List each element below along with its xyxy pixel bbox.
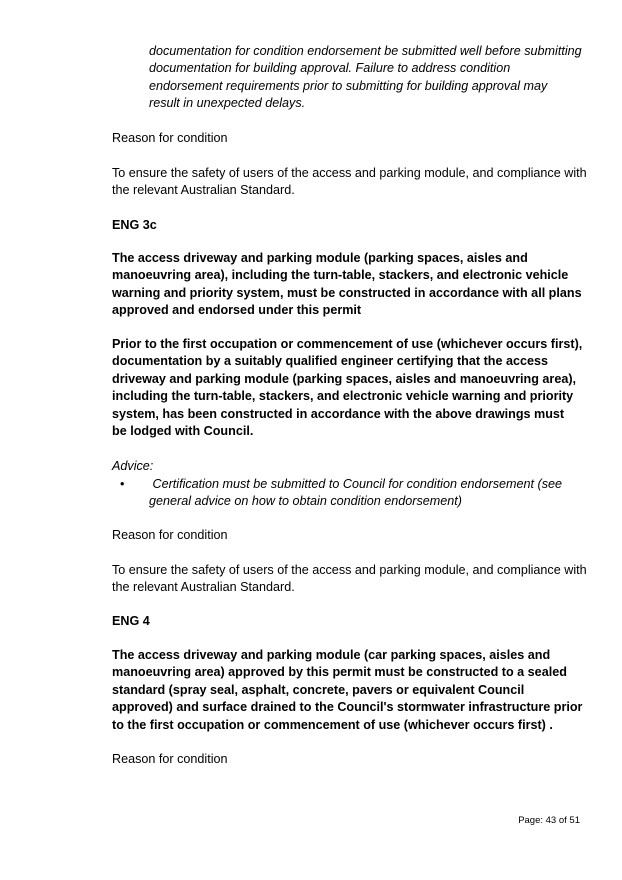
text-line: result in unexpected delays. xyxy=(149,96,306,111)
text-line: the relevant Australian Standard. xyxy=(112,580,295,595)
text-line: be lodged with Council. xyxy=(112,424,254,439)
advice-item-text xyxy=(149,476,569,511)
text-line: warning and priority system, must be constructed in accordance with all plans xyxy=(112,285,582,300)
text-line: approved) and surface drained to the Council's stormwater infrastructure prior xyxy=(112,700,583,715)
text-line: manoeuvring area) approved by this permit must be constructed to a sealed xyxy=(112,665,567,680)
bullet-icon: • xyxy=(120,477,125,491)
text-line: standard (spray seal, asphalt, concrete, pavers or equivalent Council xyxy=(112,682,525,697)
eng4-paragraph xyxy=(112,647,587,734)
page-number: Page: 43 of 51 xyxy=(518,815,580,826)
text-line: Prior to the first occupation or commencement of use (whichever occurs first), xyxy=(112,337,583,351)
text-line: Certification must be submitted to Council for condition endorsement (see xyxy=(149,477,562,491)
reason-heading: Reason for condition xyxy=(112,752,228,766)
text-line: driveway and parking module (parking spaces, aisles and manoeuvring area), xyxy=(112,371,577,386)
text-line: documentation by a suitably qualified engineer certifying that the access xyxy=(112,354,548,369)
advice-continuation xyxy=(149,43,589,113)
reason-heading: Reason for condition xyxy=(112,528,228,542)
reason-heading: Reason for condition xyxy=(112,131,228,145)
condition-heading-eng4: ENG 4 xyxy=(112,614,150,628)
advice-label: Advice: xyxy=(112,459,154,473)
text-line: endorsement requirements prior to submitting for building approval may xyxy=(149,78,548,93)
text-line: the relevant Australian Standard. xyxy=(112,183,295,198)
text-line: documentation for building approval. Failure to address condition xyxy=(149,61,511,76)
text-line: including the turn-table, stackers, and electronic vehicle warning and priority xyxy=(112,389,574,404)
text-line: to the first occupation or commencement of use (whichever occurs first) . xyxy=(112,717,553,732)
reason-text xyxy=(112,165,587,200)
text-line: To ensure the safety of users of the access and parking module, and compliance with xyxy=(112,166,587,180)
text-line: The access driveway and parking module (car parking spaces, aisles and xyxy=(112,648,551,662)
reason-text xyxy=(112,562,587,597)
text-line: manoeuvring area), including the turn-table, stackers, and electronic vehicle xyxy=(112,268,569,283)
text-line: The access driveway and parking module (parking spaces, aisles and xyxy=(112,251,528,265)
text-line: general advice on how to obtain condition endorsement) xyxy=(149,494,462,509)
text-line: approved and endorsed under this permit xyxy=(112,303,362,318)
eng3c-paragraph-1 xyxy=(112,250,587,320)
condition-heading-eng3c: ENG 3c xyxy=(112,218,157,232)
text-line: system, has been constructed in accordance with the above drawings must xyxy=(112,406,565,421)
eng3c-paragraph-2 xyxy=(112,336,587,440)
text-line: To ensure the safety of users of the access and parking module, and compliance with xyxy=(112,563,587,577)
text-line: documentation for condition endorsement be submitted well before submitting xyxy=(149,44,582,58)
